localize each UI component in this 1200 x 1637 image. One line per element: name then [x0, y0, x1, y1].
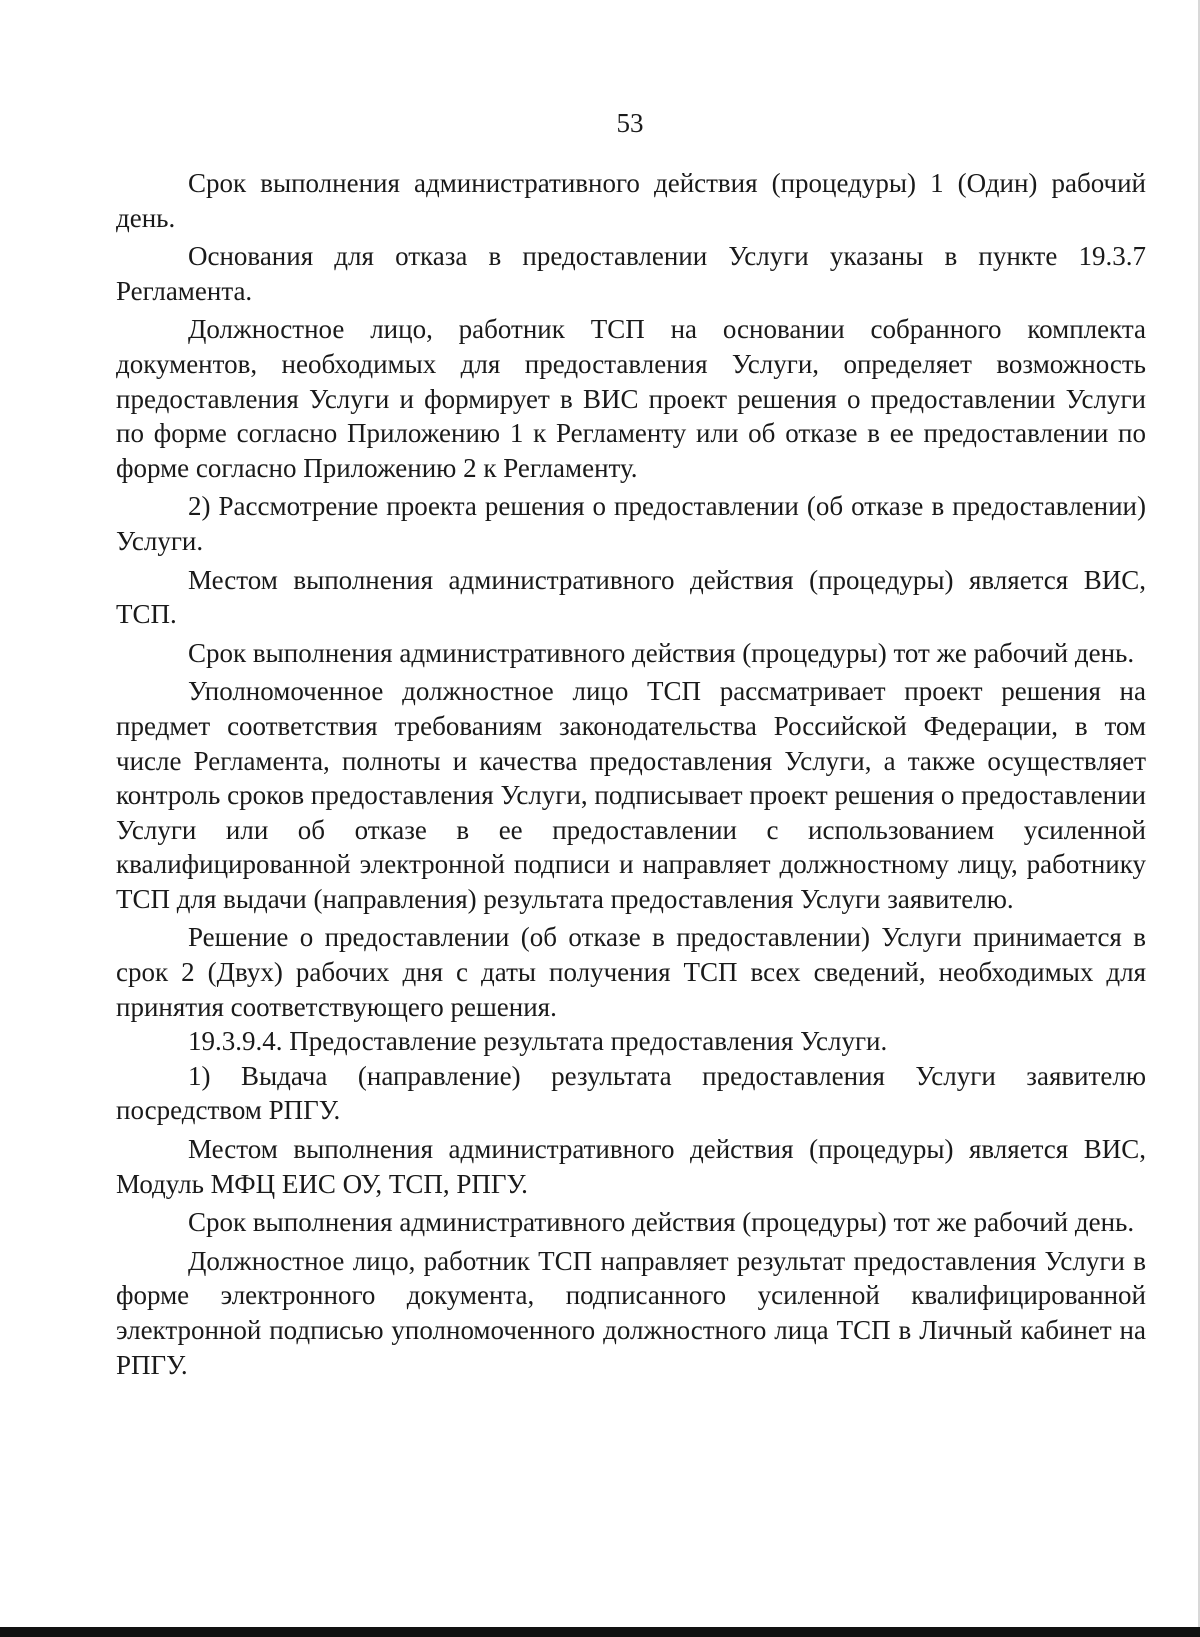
paragraph-refusal-grounds: Основания для отказа в предоставлении Услуги указаны в пункте 19.3.7 Регламента.	[116, 241, 1146, 306]
paragraph-term-one-day: Срок выполнения административного действия (процедуры) 1 (Один) рабочий день.	[116, 168, 1146, 233]
paragraph-issue-place: Местом выполнения административного действия (процедуры) является ВИС, Модуль МФЦ ЕИС ОУ, ТСП, РПГУ.	[116, 1134, 1146, 1199]
document-body	[116, 166, 1146, 1382]
paragraph-decision-term: Решение о предоставлении (об отказе в предоставлении) Услуги принимается в срок 2 (Двух) рабочих дня с даты получения ТСП всех сведений, необходимых для принятия соответствующего решения.	[116, 922, 1146, 1022]
paragraph-draft-decision: Должностное лицо, работник ТСП на основании собранного комплекта документов, необходимых для предоставления Услуги, определяет возможность предоставления Услуги и формирует в ВИС проект решения о предоставлении Услуги по форме согласно Приложению 1 к Регламенту или об отказе в ее предоставлении по форме согласно Приложению 2 к Регламенту.	[116, 314, 1146, 483]
paragraph-authorized-review: Уполномоченное должностное лицо ТСП рассматривает проект решения на предмет соответствия требованиям законодательства Российской Федерации, в том числе Регламента, полноты и качества предоставления Услуги, а также осуществляет контроль сроков предоставления Услуги, подписывает проект решения о предоставлении Услуги или об отказе в ее предоставлении с использованием усиленной квалифицированной электронной подписи и направляет должностному лицу, работнику ТСП для выдачи (направления) результата предоставления Услуги заявителю.	[116, 676, 1146, 914]
paragraph-issue-term: Срок выполнения административного действия (процедуры) тот же рабочий день.	[188, 1207, 1135, 1238]
paragraph-review-place: Местом выполнения административного действия (процедуры) является ВИС, ТСП.	[116, 564, 1146, 630]
paragraph-issue-step: 1) Выдача (направление) результата предоставления Услуги заявителю посредством РПГУ.	[116, 1060, 1146, 1126]
paragraph-review-term: Срок выполнения административного действия (процедуры) тот же рабочий день.	[188, 637, 1135, 668]
paragraph-section-heading: 19.3.9.4. Предоставление результата предоставления Услуги.	[188, 1026, 888, 1057]
scan-bottom-border	[0, 1627, 1200, 1637]
paragraph-result-sending: Должностное лицо, работник ТСП направляет результат предоставления Услуги в форме электронного документа, подписанного усиленной квалифицированной электронной подписью уполномоченного должностного лица ТСП в Личный кабинет на РПГУ.	[116, 1245, 1146, 1380]
page-number: 53	[616, 108, 644, 138]
paragraph-review-step: 2) Рассмотрение проекта решения о предоставлении (об отказе в предоставлении) Услуги.	[116, 491, 1146, 556]
